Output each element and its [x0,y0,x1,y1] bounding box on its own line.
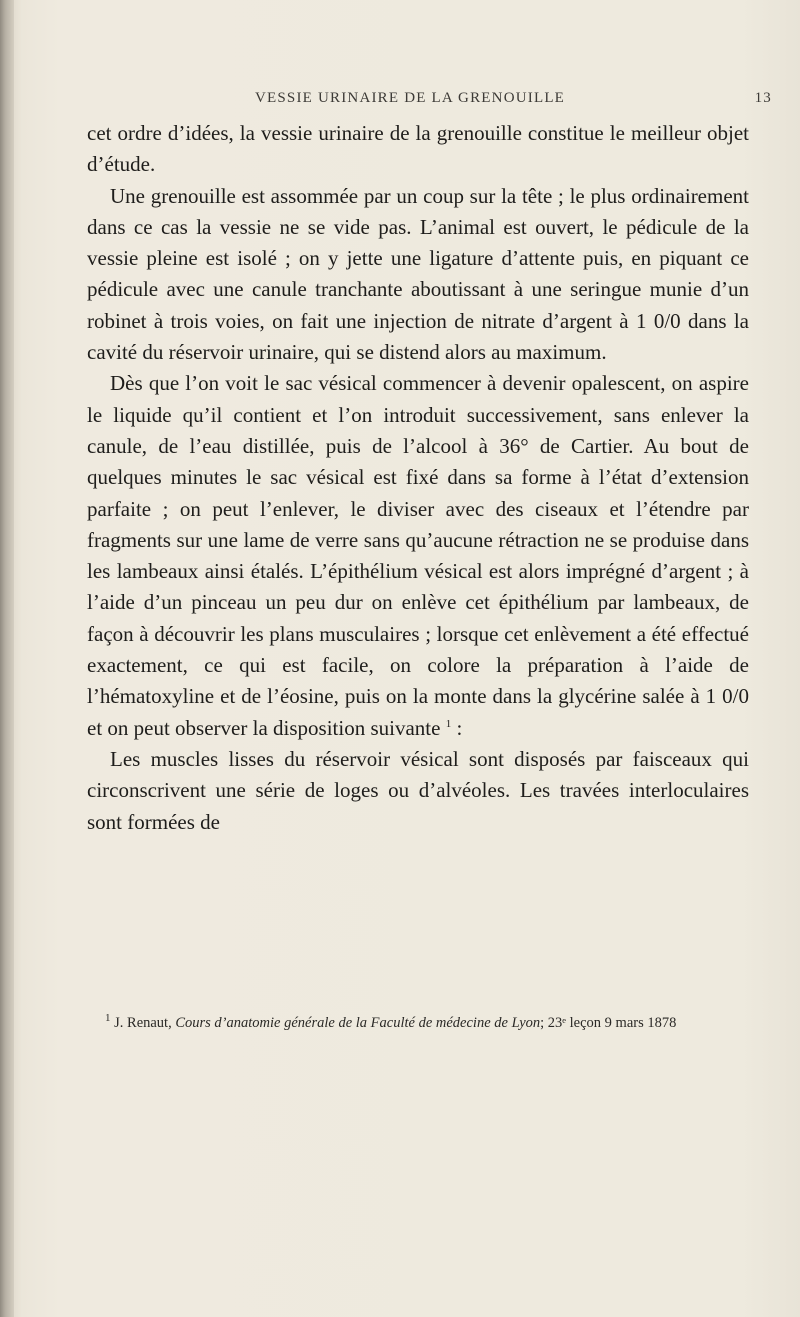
paragraph: Les muscles lisses du réservoir vésical sont disposés par faisceaux qui circonscrivent une série de loges ou d’alvéoles. Les travées interloculaires sont formées de [87,746,749,834]
footnote-author: J. Renaut, [114,1015,172,1031]
running-title: VESSIE URINAIRE DE LA GRENOUILLE [255,90,566,106]
paragraph: Une grenouille est assommée par un coup sur la tête ; le plus ordinairement dans ce cas la vessie ne se vide pas. L’animal est ouvert, le pédicule de la vessie pleine est isolé ; on y jette une ligature d’attente puis, en piquant ce pédicule avec une canule tranchante aboutissant à une seringue munie d’un robinet à trois voies, on fait une injection de nitrate d’argent à 1 0/0 dans la cavité du réservoir urinaire, qui se distend alors au maximum. [87,183,749,365]
footnote-reference: 1 [445,717,452,730]
paragraph-end: : [451,715,463,740]
footnote-details: ; 23ᵉ leçon 9 mars 1878 [540,1015,677,1031]
paragraph-text: Dès que l’on voit le sac vésical commencer à devenir opalescent, on aspire le liquide qu’il contient et l’on introduit successivement, sans enlever la canule, de l’eau distillée, puis de l’alcool à 36° de Cartier. Au bout de quelques minutes le sac vésical est fixé dans sa forme à l’état d’extension parfaite ; on peut l’enlever, le diviser avec des ciseaux et l’étendre par fragments sur une lame de verre sans qu’aucune rétraction ne se produise dans les lambeaux ainsi étalés. L’épithélium vésical est alors imprégné d’argent ; à l’aide d’un pinceau un peu dur on enlève cet épithélium par lambeaux, de façon à découvrir les plans musculaires ; lorsque cet enlèvement a été effectué exactement, ce qui est facile, on colore la préparation à l’aide de l’hématoxyline et de l’éosine, puis on la monte dans la glycérine salée à 1 0/0 et on peut observer la disposition suivante [87,371,749,740]
main-text [87,118,749,838]
footnote-text [87,1013,749,1034]
footnote [87,1013,749,1034]
page-number: 13 [754,90,772,106]
paragraph [87,368,749,744]
footnote-title: Cours d’anatomie générale de la Faculté de médecine de Lyon [175,1015,541,1031]
footnote-marker: 1 [105,1012,111,1025]
paragraph-continued: cet ordre d’idées, la vessie urinaire de la grenouille constitue le meilleur objet d’étude. [87,121,749,177]
page-binding-shadow [0,0,14,1317]
